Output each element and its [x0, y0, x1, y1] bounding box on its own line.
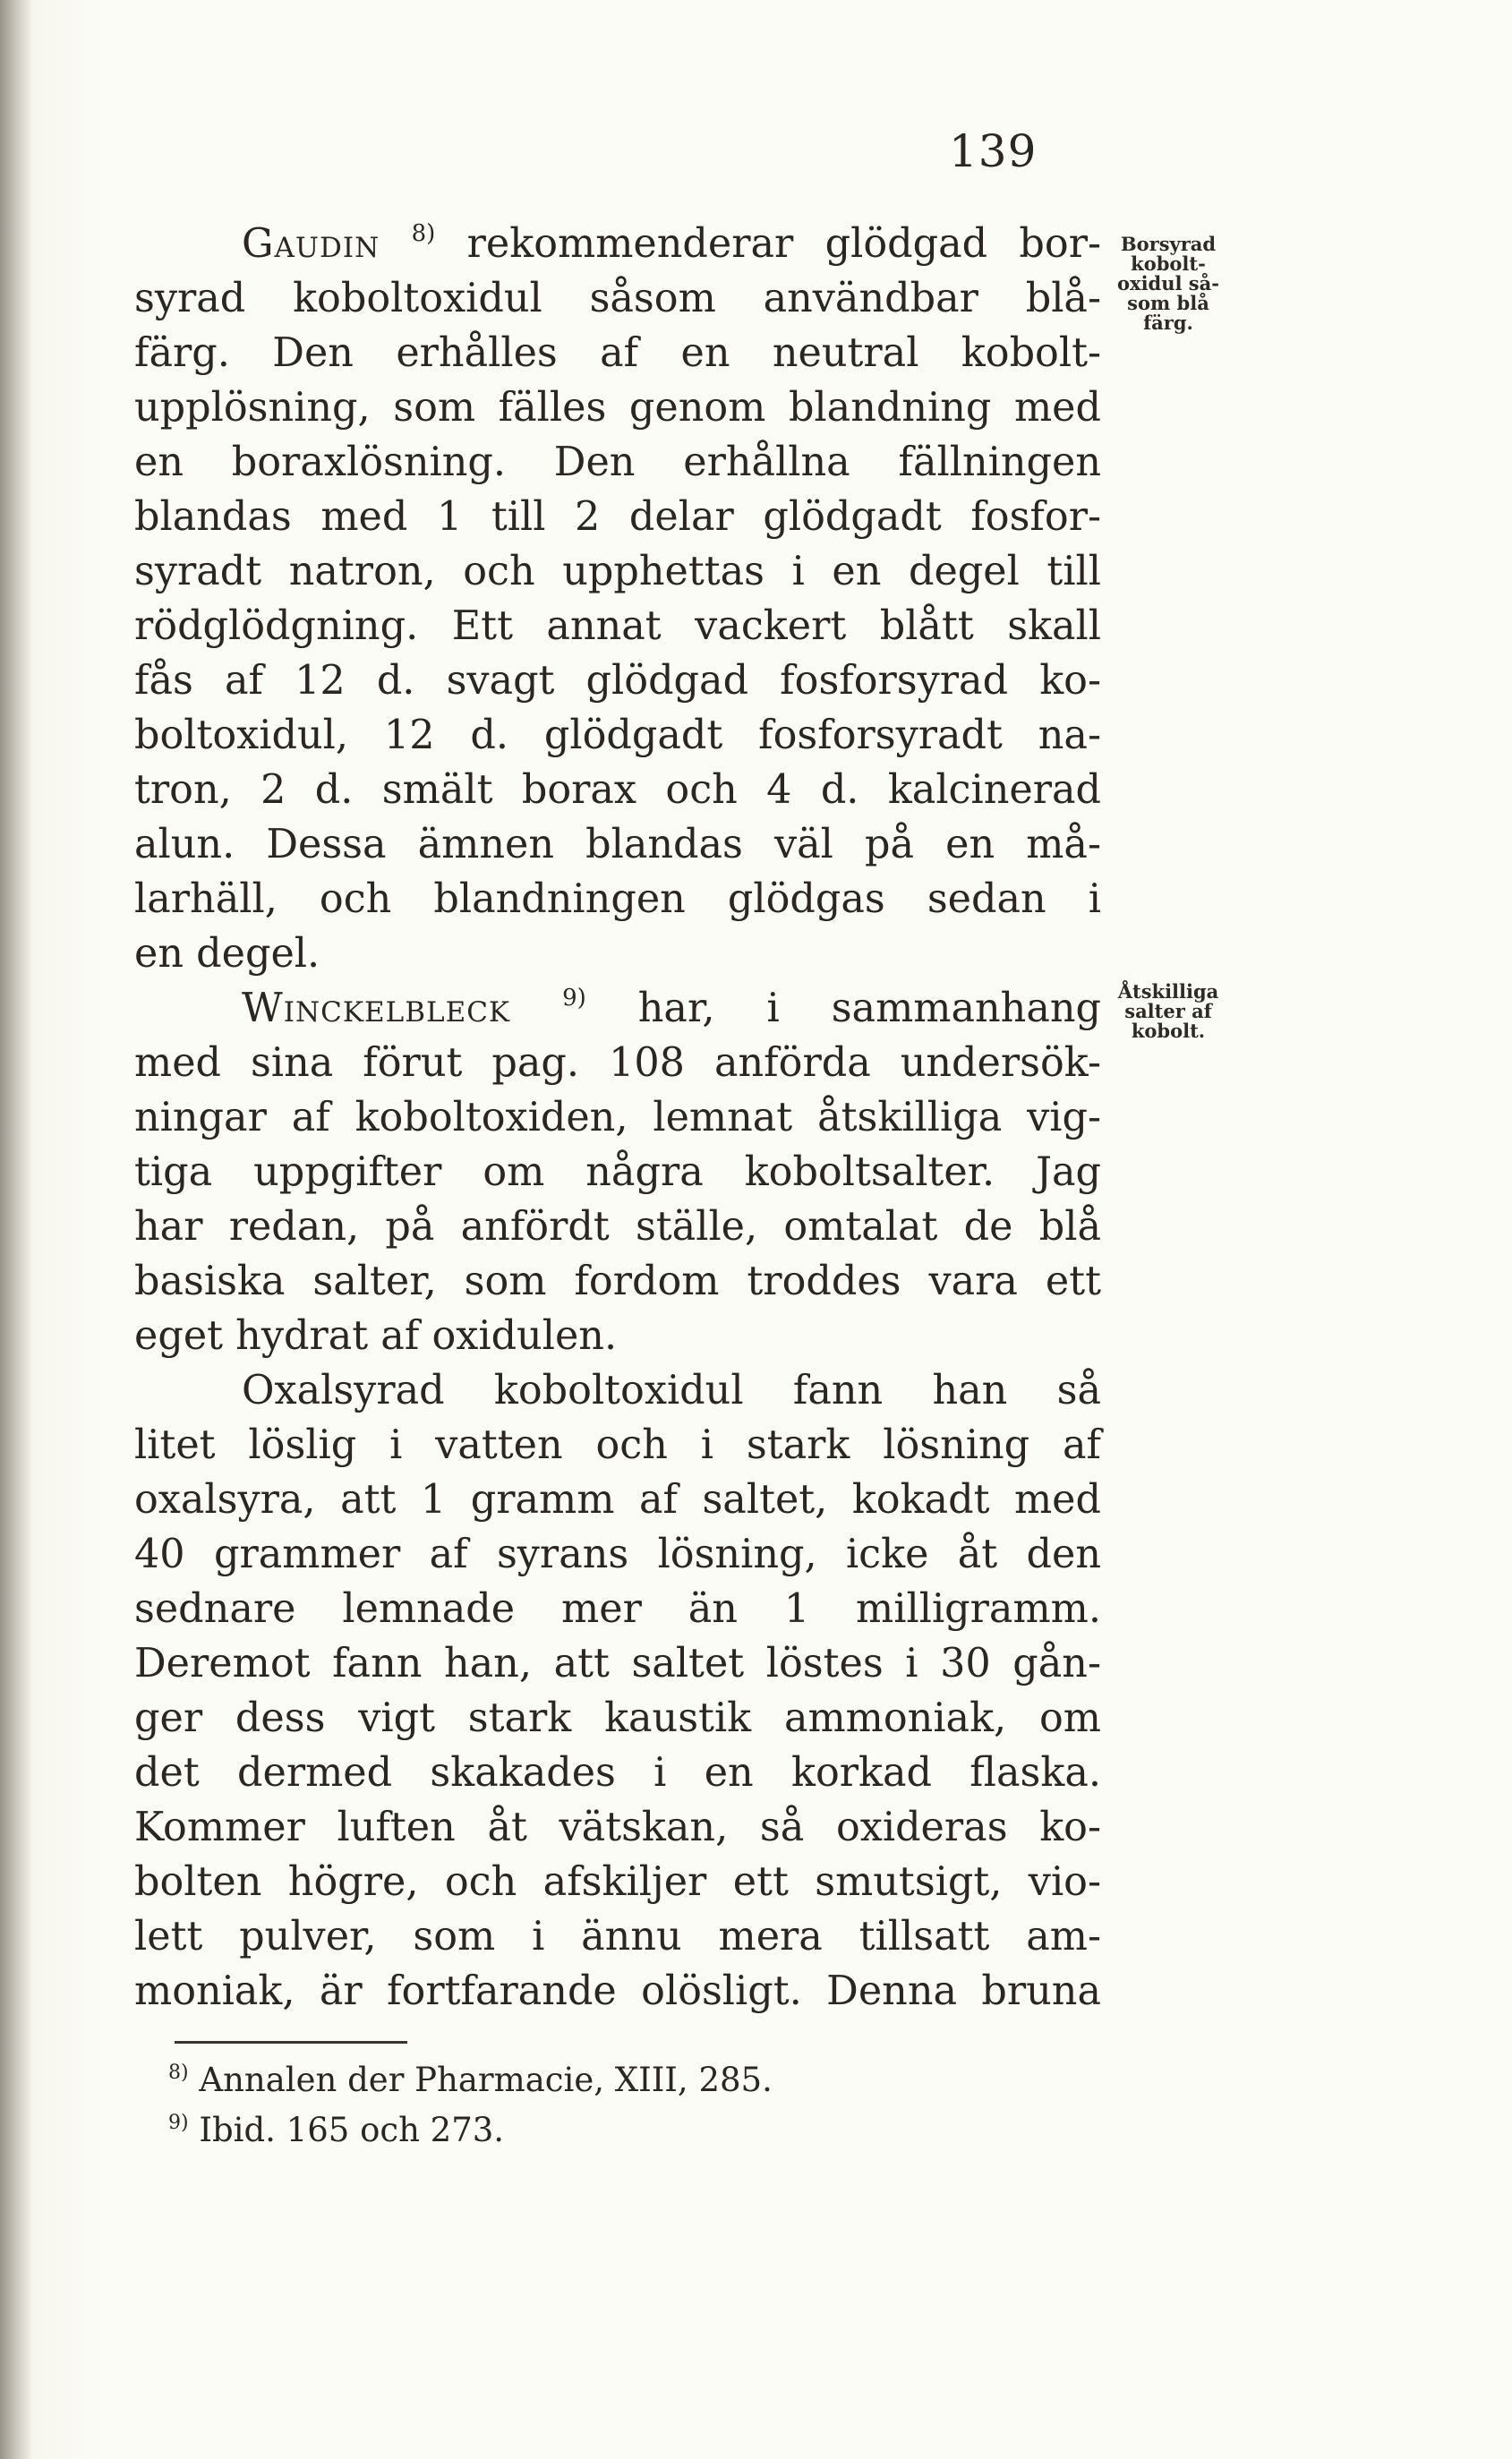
- paragraph-1-line: alun. Dessa ämnen blandas väl på en må-: [134, 822, 1101, 867]
- author-name-winckelbleck: Winckelbleck: [242, 986, 511, 1031]
- footnote-divider: [175, 2041, 407, 2044]
- paragraph-2-line: basiska salter, som fordom troddes vara ett: [134, 1259, 1101, 1304]
- paragraph-1-line: Gaudin $^{8)}$ rekommenderar glödgad bor-: [242, 220, 1101, 267]
- page-number: 139: [949, 125, 1038, 177]
- paragraph-1-line: boltoxidul, 12 d. glödgadt fosforsyradt na-: [134, 713, 1101, 758]
- footnote-ref-9: 9): [562, 985, 586, 1012]
- paragraph-3-line: lett pulver, som i ännu mera tillsatt am-: [134, 1914, 1101, 1960]
- paragraph-3-line: Deremot fann han, att saltet löstes i 30 gån-: [134, 1641, 1101, 1686]
- book-spine-shadow: [0, 0, 30, 2459]
- paragraph-2-line: eget hydrat af oxidulen.: [134, 1313, 618, 1359]
- paragraph-3-line: oxalsyra, att 1 gramm af saltet, kokadt med: [134, 1477, 1101, 1523]
- paragraph-3-line: det dermed skakades i en korkad flaska.: [134, 1750, 1101, 1796]
- paragraph-3-line: Kommer luften åt vätskan, så oxideras ko-: [134, 1805, 1101, 1850]
- paragraph-3-line: litet löslig i vatten och i stark lösning af: [134, 1422, 1101, 1468]
- paragraph-2-line: har redan, på anfördt ställe, omtalat de blå: [134, 1204, 1101, 1250]
- paragraph-3-line: moniak, är fortfarande olösligt. Denna bruna: [134, 1968, 1101, 2014]
- paragraph-3-line: sednare lemnade mer än 1 milligramm.: [134, 1586, 1101, 1632]
- main-text: [134, 217, 1101, 2019]
- margin-note-atskilliga: Åtskilliga salter af kobolt.: [1117, 980, 1219, 1042]
- footnote-9: $^{9)}$ Ibid. 165 och 273.: [168, 2111, 505, 2149]
- paragraph-1-line: syrad koboltoxidul såsom användbar blå-: [134, 276, 1101, 321]
- paragraph-2-line: Winckelbleck $^{9)}$ har, i sammanhang: [242, 985, 1101, 1031]
- paragraph-1-line: blandas med 1 till 2 delar glödgadt fosfor-: [134, 494, 1101, 540]
- footnotes: [168, 2055, 1064, 2156]
- paragraph-3-line: bolten högre, och afskiljer ett smutsigt, vio-: [134, 1859, 1101, 1905]
- paragraph-1-line: fås af 12 d. svagt glödgad fosforsyrad ko-: [134, 658, 1101, 704]
- footnote-8: $^{8)}$ Annalen der Pharmacie, XIII, 285.: [168, 2061, 773, 2099]
- paragraph-2-line: ningar af koboltoxiden, lemnat åtskilliga vig-: [134, 1095, 1101, 1140]
- paragraph-1-line: en degel.: [134, 931, 320, 977]
- footnote-ref-8: 8): [411, 220, 436, 247]
- paragraph-3-line: 40 grammer af syrans lösning, icke åt den: [134, 1532, 1101, 1577]
- margin-note-borsyrad: Borsyrad kobolt- oxidul så- som blå färg.: [1117, 233, 1219, 334]
- paragraph-1-line: upplösning, som fälles genom blandning med: [134, 385, 1101, 431]
- paragraph-3-line: ger dess vigt stark kaustik ammoniak, om: [134, 1695, 1101, 1741]
- paragraph-1-line: syradt natron, och upphettas i en degel till: [134, 549, 1101, 594]
- paragraph-1-line: rödglödgning. Ett annat vackert blått skall: [134, 603, 1101, 649]
- paragraph-2-line: tiga uppgifter om några koboltsalter. Jag: [134, 1149, 1101, 1195]
- paragraph-1-line: färg. Den erhålles af en neutral kobolt-: [134, 330, 1101, 376]
- paragraph-3-line: Oxalsyrad koboltoxidul fann han så: [242, 1368, 1101, 1413]
- paragraph-1-line: en boraxlösning. Den erhållna fällningen: [134, 440, 1101, 485]
- paragraph-1-line: larhäll, och blandningen glödgas sedan i: [134, 876, 1101, 922]
- author-name-gaudin: Gaudin: [242, 221, 380, 267]
- paragraph-1-line: tron, 2 d. smält borax och 4 d. kalcinerad: [134, 767, 1101, 813]
- paragraph-2-line: med sina förut pag. 108 anförda undersök-: [134, 1040, 1101, 1086]
